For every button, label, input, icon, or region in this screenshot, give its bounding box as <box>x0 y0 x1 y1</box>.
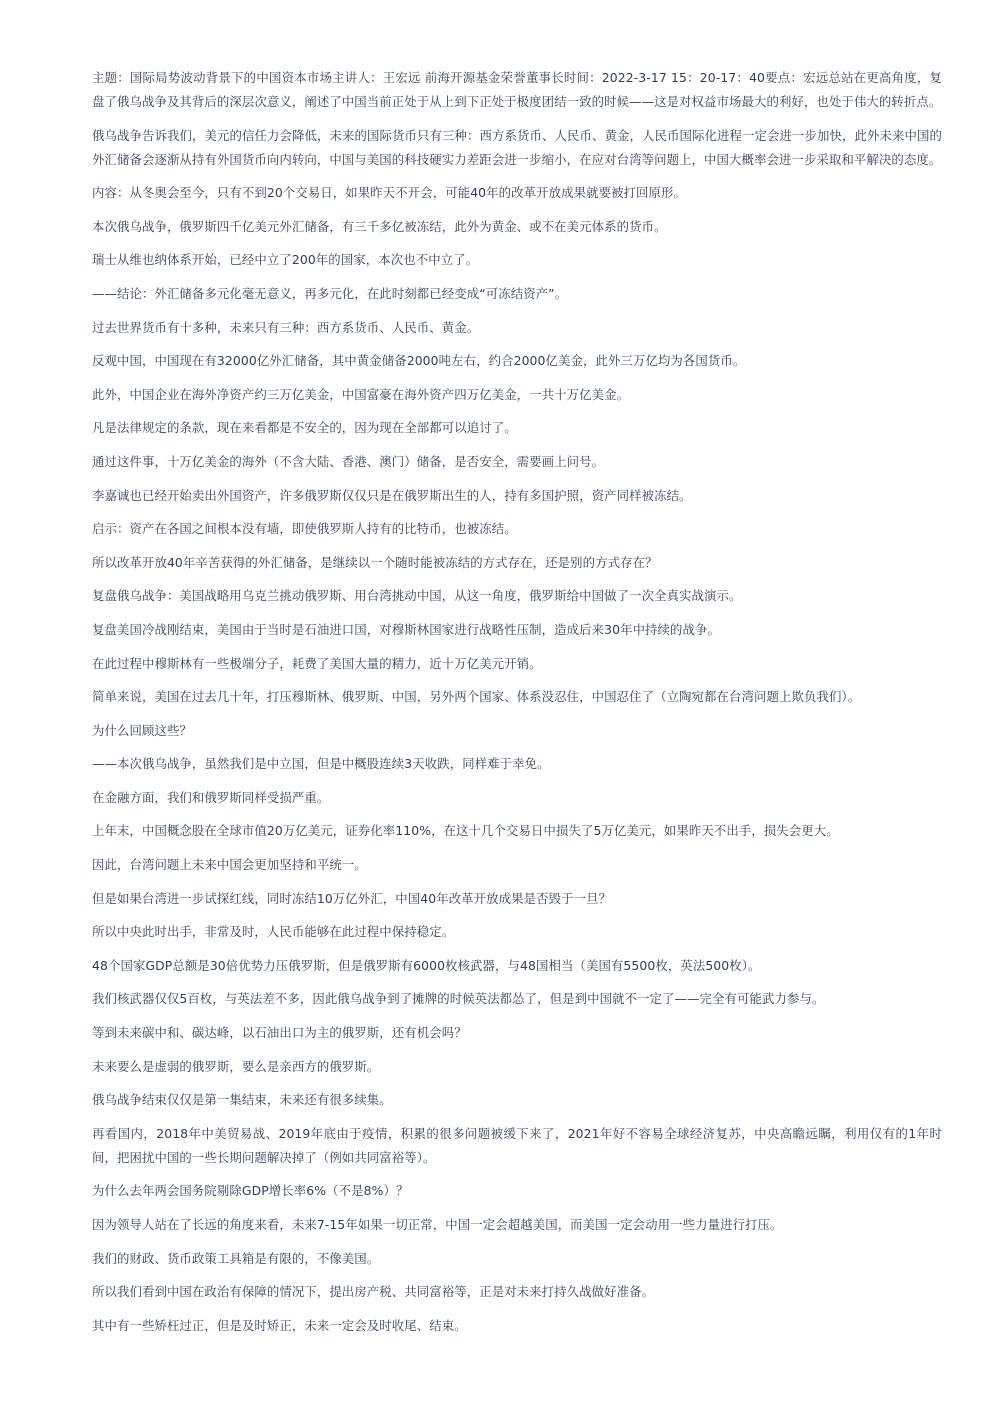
paragraph: 未来要么是虚弱的俄罗斯，要么是亲西方的俄罗斯。 <box>92 1058 380 1074</box>
paragraph: 再看国内，2018年中美贸易战、2019年底由于疫情，积累的很多问题被缓下来了，2021年好不容易全球经济复苏，中央高瞻远瞩，利用仅有的1年时间，把困扰中国的一些长期问题解决掉了（例如共同富裕等）。 <box>92 1125 942 1165</box>
paragraph: 瑞士从维也纳体系开始，已经中立了200年的国家，本次也不中立了。 <box>92 252 479 268</box>
paragraph: 凡是法律规定的条款，现在来看都是不安全的，因为现在全部都可以追讨了。 <box>92 420 517 436</box>
paragraph: 主题：国际局势波动背景下的中国资本市场主讲人：王宏远 前海开源基金荣誉董事长时间：2022-3-17 15：20-17：40要点：宏远总站在更高角度，复盘了俄乌战争及其背后的深层次意义，阐述了中国当前正处于从上到下正处于极度团结一致的时候——这是对权益市场最大的利好，也处于伟大的转折点。 <box>92 70 942 109</box>
paragraph: 启示：资产在各国之间根本没有墙，即使俄罗斯人持有的比特币，也被冻结。 <box>92 521 517 537</box>
paragraph: 通过这件事，十万亿美金的海外（不含大陆、香港、澳门）储备，是否安全，需要画上问号。 <box>92 453 605 469</box>
paragraph: 等到未来碳中和、碳达峰，以石油出口为主的俄罗斯，还有机会吗？ <box>92 1025 467 1041</box>
paragraph: 我们的财政、货币政策工具箱是有限的，不像美国。 <box>92 1250 380 1266</box>
paragraph: 因为领导人站在了长远的角度来看，未来7-15年如果一切正常，中国一定会超越美国，而美国一定会动用一些力量进行打压。 <box>92 1217 783 1232</box>
paragraph: 但是如果台湾进一步试探红线，同时冻结10万亿外汇，中国40年改革开放成果是否毁于一旦？ <box>92 890 612 906</box>
paragraph: 所以中央此时出手，非常及时，人民币能够在此过程中保持稳定。 <box>92 924 455 940</box>
paragraph: 复盘俄乌战争：美国战略用乌克兰挑动俄罗斯、用台湾挑动中国，从这一角度，俄罗斯给中国做了一次全真实战演示。 <box>92 588 742 604</box>
paragraph: 因此，台湾问题上未来中国会更加坚持和平统一。 <box>92 857 367 873</box>
paragraph: 其中有一些矫枉过正，但是及时矫正，未来一定会及时收尾、结束。 <box>92 1317 467 1333</box>
paragraph: 本次俄乌战争，俄罗斯四千亿美元外汇储备，有三千多亿被冻结，此外为黄金、或不在美元体系的货币。 <box>92 218 667 234</box>
paragraph: 所以改革开放40年辛苦获得的外汇储备，是继续以一个随时能被冻结的方式存在，还是别的方式存在？ <box>92 554 658 570</box>
paragraph: 俄乌战争结束仅仅是第一集结束，未来还有很多续集。 <box>92 1092 392 1108</box>
paragraph: 48个国家GDP总额是30倍优势力压俄罗斯，但是俄罗斯有6000枚核武器，与48国相当（美国有5500枚，英法500枚）。 <box>92 957 761 973</box>
paragraph: 我们核武器仅仅5百枚，与英法差不多，因此俄乌战争到了摊牌的时候英法都怂了，但是到中国就不一定了——完全有可能武力参与。 <box>92 991 825 1007</box>
paragraph: 所以我们看到中国在政治有保障的情况下，提出房产税、共同富裕等，正是对未来打持久战做好准备。 <box>92 1284 655 1300</box>
paragraph: 李嘉诚也已经开始卖出外国资产，许多俄罗斯仅仅只是在俄罗斯出生的人，持有多国护照，资产同样被冻结。 <box>92 487 692 503</box>
paragraph: ——本次俄乌战争，虽然我们是中立国，但是中概股连续3天收跌，同样难于幸免。 <box>92 756 550 772</box>
paragraph: 过去世界货币有十多种，未来只有三种：西方系货币、人民币、黄金。 <box>92 319 480 335</box>
paragraph: 上年末，中国概念股在全球市值20万亿美元，证券化率110%，在这十几个交易日中损失了5万亿美元，如果昨天不出手，损失会更大。 <box>92 823 839 839</box>
paragraph: 在此过程中穆斯林有一些极端分子，耗费了美国大量的精力，近十万亿美元开销。 <box>92 655 542 671</box>
paragraph: 复盘美国冷战刚结束，美国由于当时是石油进口国，对穆斯林国家进行战略性压制，造成后来30年中持续的战争。 <box>92 621 721 637</box>
paragraph: 此外，中国企业在海外净资产约三万亿美金，中国富豪在海外资产四万亿美金，一共十万亿美金。 <box>92 386 630 402</box>
paragraph: 反观中国，中国现在有32000亿外汇储备，其中黄金储备2000吨左右，约合2000亿美金，此外三万亿均为各国货币。 <box>92 353 746 369</box>
paragraph: 为什么去年两会国务院剔除GDP增长率6%（不是8%）？ <box>92 1183 409 1199</box>
paragraph: 内容：从冬奥会至今，只有不到20个交易日，如果昨天不开会，可能40年的改革开放成果就要被打回原形。 <box>92 185 687 201</box>
paragraph: 俄乌战争告诉我们，美元的信任力会降低，未来的国际货币只有三种：西方系货币、人民币、黄金，人民币国际化进程一定会进一步加快，此外未来中国的外汇储备会逐渐从持有外国货币向内转向，中国与美国的科技硬实力差距会进一步缩小，在应对台湾等问题上，中国大概率会进一步采取和平解决的态度。 <box>92 127 942 167</box>
paragraph: ——结论：外汇储备多元化毫无意义，再多元化，在此时刻都已经变成“可冻结资产”。 <box>92 285 568 301</box>
paragraph: 在金融方面，我们和俄罗斯同样受损严重。 <box>92 789 330 805</box>
paragraph: 为什么回顾这些？ <box>92 722 192 738</box>
paragraph: 简单来说，美国在过去几十年，打压穆斯林、俄罗斯、中国，另外两个国家、体系没忍住，中国忍住了（立陶宛都在台湾问题上欺负我们）。 <box>92 689 861 705</box>
